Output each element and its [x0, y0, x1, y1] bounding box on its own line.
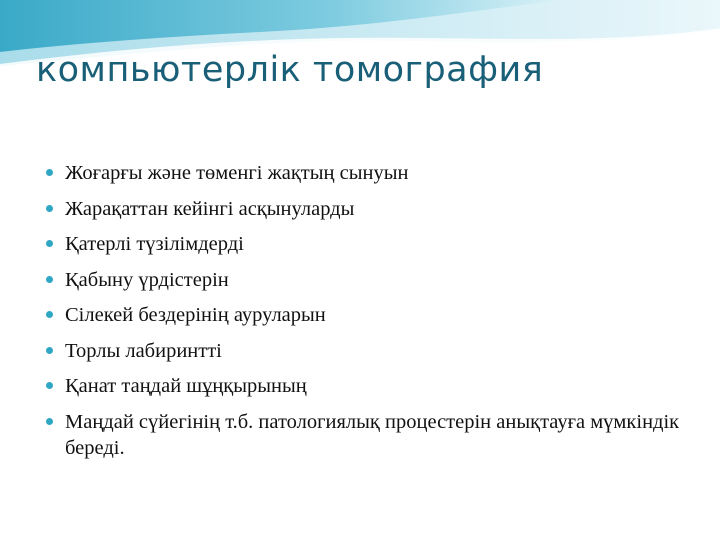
bullet-text: Жоғарғы және төменгі жақтың сынуын — [65, 162, 409, 184]
bullet-item — [46, 267, 686, 293]
bullet-text: Торлы лабиринтті — [65, 339, 222, 362]
bullet-dot-icon — [46, 311, 53, 318]
bullet-item — [46, 409, 686, 461]
bullet-text: Қатерлі түзілімдерді — [65, 233, 244, 255]
bullet-item — [46, 338, 686, 364]
bullet-item — [46, 160, 686, 186]
bullet-dot-icon — [46, 240, 53, 247]
bullet-list — [46, 160, 686, 470]
slide-title: компьютерлік томография — [36, 50, 544, 90]
bullet-text: Маңдай сүйегінің т.б. патологиялық процестерін анықтауға мүмкіндік береді. — [65, 410, 680, 459]
bullet-item — [46, 196, 686, 222]
bullet-dot-icon — [46, 418, 53, 425]
bullet-dot-icon — [46, 347, 53, 354]
bullet-dot-icon — [46, 169, 53, 176]
bullet-text: Қабыну үрдістерін — [65, 268, 229, 291]
bullet-item — [46, 373, 686, 399]
bullet-text: Жарақаттан кейінгі асқынуларды — [65, 197, 355, 220]
bullet-dot-icon — [46, 276, 53, 283]
bullet-item — [46, 302, 686, 328]
bullet-text: Қанат таңдай шұңқырының — [65, 375, 307, 397]
bullet-dot-icon — [46, 382, 53, 389]
bullet-text: Сілекей бездерінің ауруларын — [65, 304, 326, 326]
bullet-item — [46, 231, 686, 257]
bullet-dot-icon — [46, 205, 53, 212]
